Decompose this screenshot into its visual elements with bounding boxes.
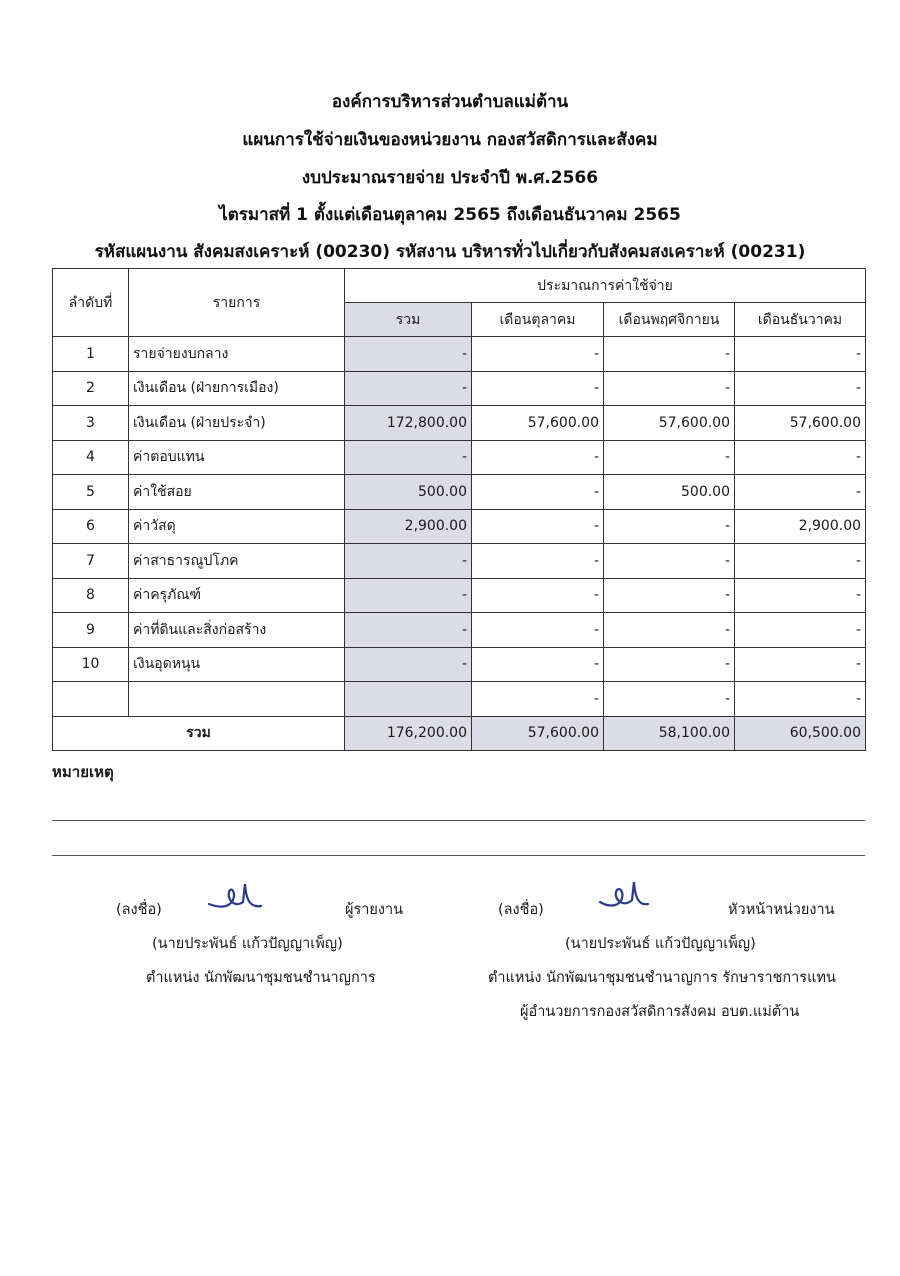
sum-label: รวม [53, 716, 345, 751]
row-no: 2 [53, 371, 129, 406]
row-no: 3 [53, 406, 129, 441]
row-dec: 2,900.00 [735, 509, 866, 544]
col-header-estimate: ประมาณการค่าใช้จ่าย [345, 269, 866, 303]
row-total: - [345, 578, 472, 613]
budget-year: งบประมาณรายจ่าย ประจำปี พ.ศ.2566 [301, 168, 599, 188]
row-oct: - [472, 475, 604, 510]
row-nov: - [604, 337, 735, 372]
row-nov: - [604, 544, 735, 579]
row-total [345, 682, 472, 717]
head-position-2: ผู้อำนวยการกองสวัสดิการสังคม อบต.แม่ต้าน [520, 1004, 800, 1020]
row-total: 2,900.00 [345, 509, 472, 544]
col-header-oct: เดือนตุลาคม [472, 303, 604, 337]
row-nov: - [604, 682, 735, 717]
row-nov: 57,600.00 [604, 406, 735, 441]
row-total: - [345, 337, 472, 372]
head-role: หัวหน้าหน่วยงาน [728, 902, 835, 918]
table-row [53, 440, 866, 475]
row-no: 5 [53, 475, 129, 510]
row-oct: 57,600.00 [472, 406, 604, 441]
table-row [53, 682, 866, 717]
row-nov: 500.00 [604, 475, 735, 510]
table-row [53, 613, 866, 648]
row-no: 9 [53, 613, 129, 648]
handwritten-signature [596, 878, 656, 918]
remarks-label: หมายเหตุ [52, 763, 114, 781]
row-item: เงินเดือน (ฝ่ายการเมือง) [129, 371, 345, 406]
table-row [53, 406, 866, 441]
row-total: - [345, 440, 472, 475]
row-oct: - [472, 647, 604, 682]
row-no: 4 [53, 440, 129, 475]
table-row [53, 647, 866, 682]
row-item: ค่าวัสดุ [129, 509, 345, 544]
row-nov: - [604, 578, 735, 613]
plan-code: รหัสแผนงาน สังคมสงเคราะห์ (00230) รหัสงาน บริหารทั่วไปเกี่ยวกับสังคมสงเคราะห์ (00231) [94, 242, 806, 262]
row-dec: - [735, 475, 866, 510]
reporter-position: ตำแหน่ง นักพัฒนาชุมชนชำนาญการ [146, 970, 376, 986]
table-row [53, 371, 866, 406]
row-total: - [345, 647, 472, 682]
row-nov: - [604, 440, 735, 475]
row-dec: - [735, 647, 866, 682]
col-header-dec: เดือนธันวาคม [735, 303, 866, 337]
row-item: ค่าที่ดินและสิ่งก่อสร้าง [129, 613, 345, 648]
row-item [129, 682, 345, 717]
sign-prefix: (ลงชื่อ) [116, 902, 162, 918]
budget-table [52, 268, 866, 751]
row-dec: - [735, 613, 866, 648]
col-header-no: ลำดับที่ [53, 269, 129, 337]
row-item: ค่าครุภัณฑ์ [129, 578, 345, 613]
row-dec: - [735, 440, 866, 475]
row-no: 6 [53, 509, 129, 544]
row-item: รายจ่ายงบกลาง [129, 337, 345, 372]
row-nov: - [604, 613, 735, 648]
org-name: องค์การบริหารส่วนตำบลแม่ต้าน [331, 92, 569, 112]
sum-dec: 60,500.00 [735, 716, 866, 751]
row-item: ค่าสาธารณูปโภค [129, 544, 345, 579]
row-dec: - [735, 337, 866, 372]
row-dec: - [735, 578, 866, 613]
sum-oct: 57,600.00 [472, 716, 604, 751]
row-oct: - [472, 578, 604, 613]
row-oct: - [472, 371, 604, 406]
remarks-line [52, 820, 865, 821]
row-oct: - [472, 682, 604, 717]
row-oct: - [472, 544, 604, 579]
row-item: เงินเดือน (ฝ่ายประจำ) [129, 406, 345, 441]
row-total: 172,800.00 [345, 406, 472, 441]
quarter-period: ไตรมาสที่ 1 ตั้งแต่เดือนตุลาคม 2565 ถึงเดือนธันวาคม 2565 [219, 205, 681, 225]
row-nov: - [604, 509, 735, 544]
row-no: 7 [53, 544, 129, 579]
reporter-role: ผู้รายงาน [345, 902, 404, 918]
sign-prefix: (ลงชื่อ) [498, 902, 544, 918]
row-dec: - [735, 682, 866, 717]
row-total: - [345, 371, 472, 406]
table-row [53, 544, 866, 579]
remarks-line [52, 855, 865, 856]
col-header-item: รายการ [129, 269, 345, 337]
table-row [53, 475, 866, 510]
row-no: 8 [53, 578, 129, 613]
row-dec: 57,600.00 [735, 406, 866, 441]
row-dec: - [735, 371, 866, 406]
row-oct: - [472, 613, 604, 648]
row-no: 10 [53, 647, 129, 682]
row-item: ค่าตอบแทน [129, 440, 345, 475]
row-total: - [345, 613, 472, 648]
table-header-row [53, 269, 866, 303]
row-item: ค่าใช้สอย [129, 475, 345, 510]
row-nov: - [604, 647, 735, 682]
head-position: ตำแหน่ง นักพัฒนาชุมชนชำนาญการ รักษาราชการแทน [488, 970, 836, 986]
head-name: (นายประพันธ์ แก้วปัญญาเพ็ญ) [565, 936, 756, 952]
table-sum-row [53, 716, 866, 751]
table-row [53, 509, 866, 544]
col-header-total: รวม [345, 303, 472, 337]
row-dec: - [735, 544, 866, 579]
row-oct: - [472, 337, 604, 372]
row-total: 500.00 [345, 475, 472, 510]
row-nov: - [604, 371, 735, 406]
reporter-name: (นายประพันธ์ แก้วปัญญาเพ็ญ) [152, 936, 343, 952]
sum-total: 176,200.00 [345, 716, 472, 751]
row-oct: - [472, 440, 604, 475]
col-header-nov: เดือนพฤศจิกายน [604, 303, 735, 337]
row-oct: - [472, 509, 604, 544]
row-total: - [345, 544, 472, 579]
row-no [53, 682, 129, 717]
table-row [53, 578, 866, 613]
row-item: เงินอุดหนุน [129, 647, 345, 682]
sum-nov: 58,100.00 [604, 716, 735, 751]
row-no: 1 [53, 337, 129, 372]
plan-title: แผนการใช้จ่ายเงินของหน่วยงาน กองสวัสดิการและสังคม [242, 130, 658, 150]
handwritten-signature [205, 878, 265, 918]
table-row [53, 337, 866, 372]
